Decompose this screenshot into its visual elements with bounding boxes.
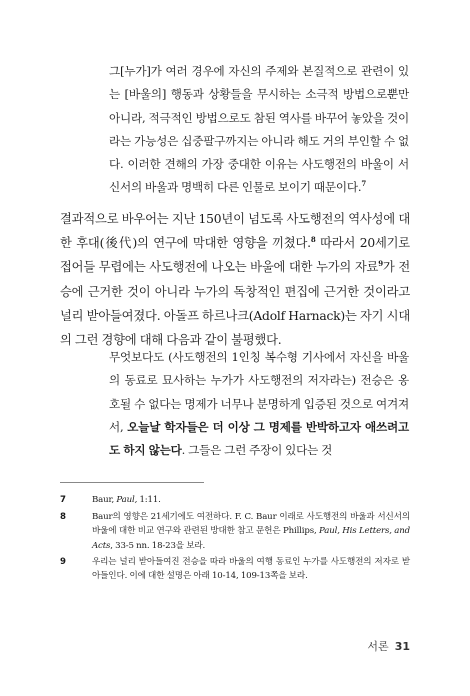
page-number: 31 — [394, 640, 410, 653]
footnote-7 — [60, 493, 410, 507]
quote-2-text-post: . 그들은 그런 주장이 있다는 것 — [181, 443, 333, 458]
body-text-3: 가 전승에 근거한 것이 아니라 누가의 독창적인 편집에 근거한 것이라고 널리 받아들여졌다. 아돌프 하르나크(Adolf Harnack)는 자기 시대의 그런 경향에 대해 다음과 같이 불평했다. — [60, 260, 410, 348]
footnote-7-page: 1:11. — [137, 495, 161, 505]
body-text-1: 결과적으로 바우어는 지난 150년이 넘도록 사도행전의 역사성에 대한 후대(後代)의 연구에 막대한 영향을 끼쳤다. — [60, 212, 410, 251]
quote-1-text: 그[누가]가 여러 경우에 자신의 주제와 본질적으로 관련이 있는 [바울의] 행동과 상황들을 무시하는 소극적 방법으로뿐만 아니라, 적극적인 방법으로도 참된 역사를 바꾸어 놓았을 것이라는 가능성은 십중팔구까지는 아니라 해도 거의 부인할 수 없다. 이러한 견해의 가장 중대한 이유는 사도행전의 바울이 서신서의 바울과 명백히 다른 인물로 보이기 때문이다. — [109, 64, 409, 195]
footnote-ref-8[interactable]: 8 — [310, 235, 316, 245]
footnote-8-title: Paul, His Letters, and Acts — [92, 526, 410, 551]
quote-2-bold-text: 오늘날 학자들은 더 이상 그 명제를 반박하고자 애쓰려고도 하지 않는다 — [109, 419, 409, 458]
block-quote-2 — [109, 346, 409, 462]
body-text-2: 따라서 20세기로 접어들 무렵에는 사도행전에 나오는 바울에 대한 누가의 자료 — [60, 236, 410, 275]
footnote-7-text — [92, 493, 410, 507]
footnote-9-number: 9 — [60, 557, 66, 567]
quote-2-text-pre: 무엇보다도 (사도행전의 1인칭 복수형 기사에서 자신을 바울의 동료로 묘사하는 누가가 사도행전의 저자라는) 전승은 옹호될 수 없다는 명제가 너무나 분명하게 입증된 것으로 여겨져서, — [109, 350, 409, 434]
footnote-7-author: Baur, — [92, 495, 117, 505]
footnote-9 — [60, 555, 410, 584]
footnote-ref-7[interactable]: 7 — [361, 179, 367, 189]
footnote-8-text — [92, 510, 410, 553]
footnote-divider — [60, 482, 204, 483]
footnote-7-title: Paul, — [116, 495, 138, 505]
block-quote-1 — [109, 60, 409, 200]
footnote-9-text: 우리는 널리 받아들여진 전승을 따라 바울의 여행 동료인 누가를 사도행전의 저자로 받아들인다. 이에 대한 설명은 아래 10-14, 109-13쪽을 보라. — [92, 557, 410, 582]
footnote-8-text-pre: Baur의 영향은 21세기에도 여전하다. F. C. Baur 이래로 사도행전의 바울과 서신서의 바울에 대한 비교 연구와 관련된 방대한 참고 문헌은 Phillips, — [92, 512, 410, 537]
footnote-ref-9[interactable]: 9 — [378, 259, 383, 269]
running-footer — [367, 638, 410, 654]
body-paragraph — [60, 207, 410, 352]
footnote-8 — [60, 510, 410, 553]
footnote-7-number: 7 — [60, 495, 66, 505]
footnote-8-number: 8 — [60, 512, 66, 522]
footnote-8-text-post: , 33-5 nn. 18-23을 보라. — [110, 540, 206, 551]
section-name: 서론 — [367, 640, 389, 653]
